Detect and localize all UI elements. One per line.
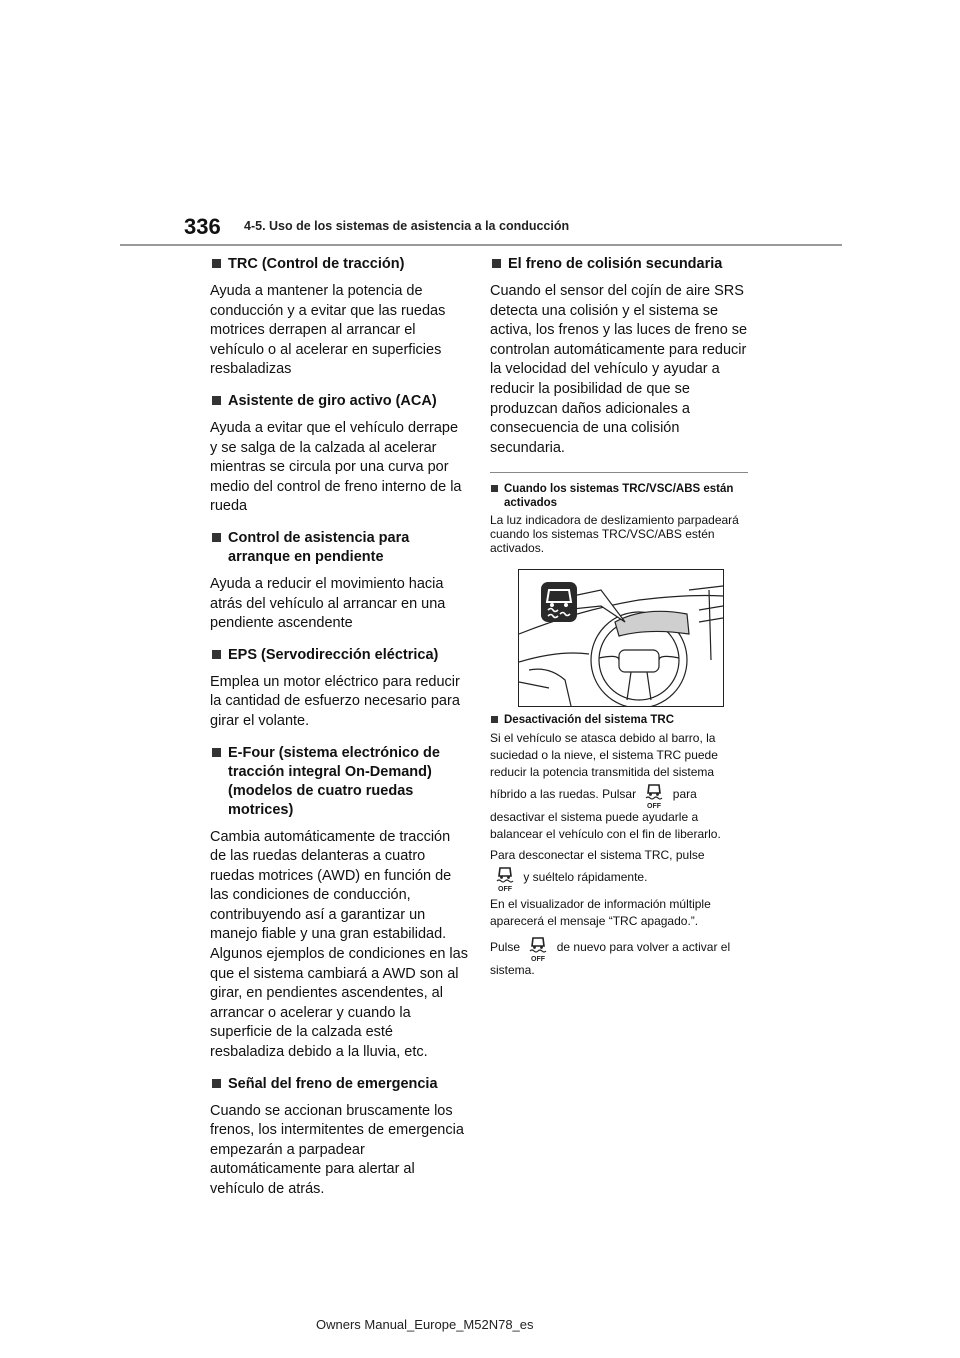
- text-emergency-brake-signal: Cuando se accionan bruscamente los frenos, los intermitentes de emergencia empezarán a parpadear automáticamente para alertar al vehículo de atrás.: [210, 1102, 464, 1197]
- left-column: [210, 255, 468, 1212]
- heading-trc: TRC (Control de tracción): [210, 255, 468, 274]
- heading-hill-start: Control de asistencia para arranque en pendiente: [210, 529, 468, 567]
- page-number: 336: [184, 214, 221, 239]
- dashboard-drawing: [519, 570, 723, 706]
- heading-trc-vsc-abs-active: Cuando los sistemas TRC/VSC/ABS están activados: [490, 482, 752, 510]
- note-divider: [490, 472, 748, 473]
- text-eps: Emplea un motor eléctrico para reducir la cantidad de esfuerzo necesario para girar el volante.: [210, 673, 460, 729]
- header-divider: [120, 244, 842, 246]
- right-column: [490, 255, 752, 983]
- heading-e-four: E-Four (sistema electrónico de tracción integral On-Demand) (modelos de cuatro ruedas motrices): [210, 744, 468, 820]
- heading-trc-deactivation: Desactivación del sistema TRC: [490, 713, 752, 727]
- footer-text: Owners Manual_Europe_M52N78_es: [316, 1317, 534, 1332]
- text-fragment: Si el vehículo se atasca debido al barro, la suciedad o la nieve, el sistema TRC puede reducir la potencia transmitida del sistema híbrido a las ruedas. Pulsar: [490, 731, 718, 802]
- text-trc-vsc-abs-active: La luz indicadora de deslizamiento parpadeará cuando los sistemas TRC/VSC/ABS estén activados.: [490, 513, 739, 556]
- text-trc: Ayuda a mantener la potencia de conducción y a evitar que las ruedas motrices derrapen al arrancar el vehículo o al acelerar en superficies resbaladizas: [210, 283, 446, 378]
- svg-text:OFF: OFF: [647, 803, 662, 810]
- text-fragment: para desactivar el sistema puede ayudarle a balancear el vehículo con el fin de liberarlo.: [490, 787, 721, 842]
- section-title: 4-5. Uso de los sistemas de asistencia a la conducción: [244, 219, 570, 233]
- text-fragment: Para desconectar el sistema TRC, pulse: [490, 848, 705, 863]
- vsc-off-icon: [527, 934, 549, 962]
- svg-text:OFF: OFF: [531, 956, 546, 963]
- vsc-off-icon: [643, 781, 665, 809]
- text-aca: Ayuda a evitar que el vehículo derrape y se salga de la calzada al acelerar mientras se circula por una curva por medio del control de freno interno de la rueda: [210, 419, 462, 515]
- text-fragment: de nuevo para volver a activar el sistema.: [490, 940, 731, 978]
- text-fragment: y suéltelo rápidamente.: [523, 870, 648, 885]
- text-trc-deactivation-4: [490, 934, 752, 979]
- text-trc-deactivation-2: [490, 847, 752, 892]
- heading-emergency-brake-signal: Señal del freno de emergencia: [210, 1075, 468, 1094]
- text-trc-deactivation-3: En el visualizador de información múltiple aparecerá el mensaje “TRC apagado.”.: [490, 897, 711, 929]
- slip-indicator-icon: [541, 582, 577, 622]
- heading-eps: EPS (Servodirección eléctrica): [210, 646, 468, 665]
- dashboard-illustration: [518, 569, 724, 707]
- text-e-four: Cambia automáticamente de tracción de las ruedas delanteras a cuatro ruedas motrices (AWD) en función de las condiciones de conducción, contribuyendo así a garantizar un manejo fiable y una gran estabilidad. Algunos ejemplos de condiciones en las que el sistema cambiará a AWD son al girar, en pendientes ascendentes, al arrancar o acelerar y cuando la superficie de la calzada esté resbaladiza debido a la lluvia, etc.: [210, 828, 468, 1061]
- text-trc-deactivation-1: [490, 730, 752, 843]
- heading-aca: Asistente de giro activo (ACA): [210, 392, 468, 411]
- text-secondary-collision-brake: Cuando el sensor del cojín de aire SRS detecta una colisión y el sistema se activa, los frenos y las luces de freno se controlan automáticamente para reducir la velocidad del vehículo y ayudar a reducir la posibilidad de que se produzcan daños adicionales a consecuencia de una colisión secundaria.: [490, 283, 748, 456]
- text-fragment: Pulse: [490, 940, 521, 955]
- vsc-off-icon: [494, 864, 516, 892]
- svg-text:OFF: OFF: [498, 886, 512, 893]
- heading-secondary-collision-brake: El freno de colisión secundaria: [490, 255, 752, 274]
- text-hill-start: Ayuda a reducir el movimiento hacia atrás del vehículo al arrancar en una pendiente ascendente: [210, 575, 446, 632]
